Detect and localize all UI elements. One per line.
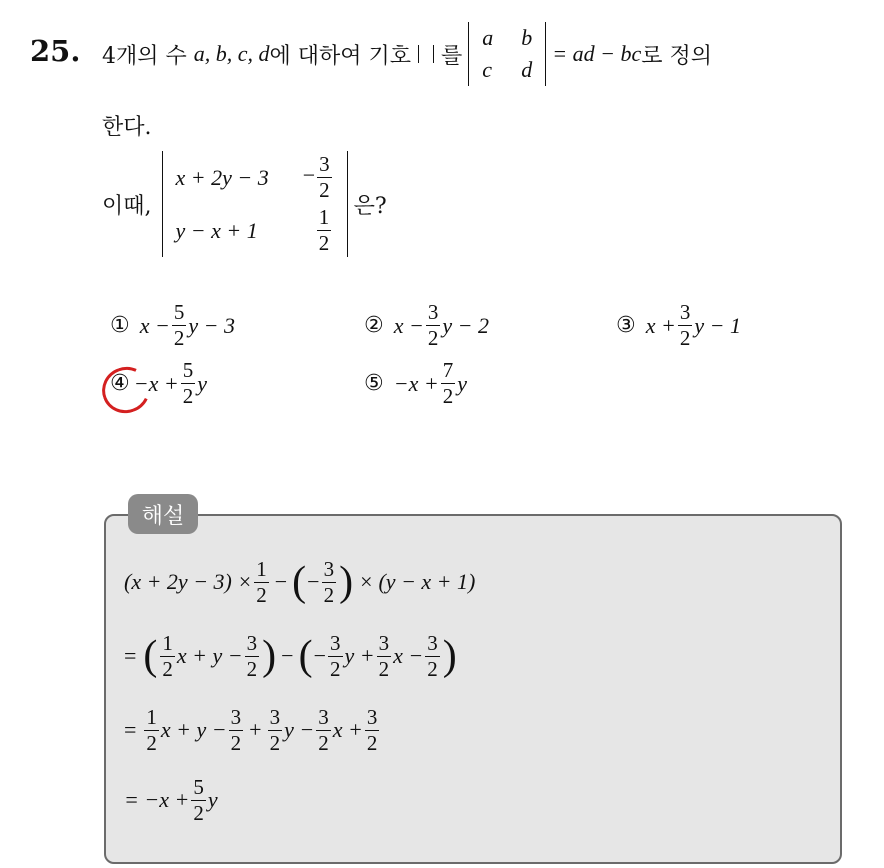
sol2-f3-den: 2 [330, 656, 341, 681]
choice-1-den: 2 [173, 326, 185, 350]
choice-2-pre: x − [393, 312, 424, 338]
paren-open: ( [292, 559, 307, 605]
question-line-2: 한다. [102, 114, 152, 140]
sol1-a: (x + 2y − 3) × [124, 569, 253, 594]
determinant-symbol [415, 43, 437, 65]
choice-5-pre: −x + [393, 370, 439, 396]
solution-line-4 [124, 770, 218, 830]
sol1-f1-num: 1 [256, 556, 267, 581]
sol3-f3-den: 2 [269, 730, 281, 755]
sol4-f-num: 5 [193, 774, 204, 799]
choice-5[interactable] [364, 360, 467, 407]
sol3-b: + [249, 717, 262, 742]
matrix-r1c1: x + 2y − 3 [175, 164, 269, 190]
sol3-f5-num: 3 [366, 704, 378, 729]
choice-4-pre: −x + [133, 370, 179, 396]
sol1-f1-den: 2 [256, 582, 267, 607]
matrix-r2c2-num: 1 [318, 205, 330, 229]
sol3-f3-num: 3 [269, 704, 281, 729]
sol3-c: y − [284, 717, 315, 742]
choice-2-num: 3 [427, 300, 439, 324]
sol3-f4-den: 2 [318, 730, 329, 755]
choice-3[interactable] [616, 302, 741, 349]
sol1-c: × [360, 569, 373, 594]
choice-2-post: y − 2 [442, 312, 489, 338]
choice-3-post: y − 1 [694, 312, 741, 338]
sol2-f4-den: 2 [378, 656, 390, 681]
matrix-r2c1: y − x + 1 [175, 217, 258, 243]
question-intro2: 에 대하여 기호 [269, 43, 412, 69]
sol3-d: x + [332, 717, 363, 742]
sol3-f1-num: 1 [146, 704, 157, 729]
def-b: b [521, 25, 533, 50]
sol3-f4-num: 3 [318, 704, 329, 729]
choice-1-post: y − 3 [188, 312, 235, 338]
choice-3-mark: ③ [616, 313, 636, 338]
choice-5-post: y [457, 370, 467, 396]
question-line-3 [102, 148, 387, 260]
sol2-f1-den: 2 [162, 656, 173, 681]
choice-4-den: 2 [182, 384, 194, 408]
matrix-r1c2-sign: − [302, 162, 316, 188]
choice-1[interactable] [110, 302, 235, 349]
sol1-f2-den: 2 [323, 582, 335, 607]
solution-line-1: (x + 2y − 3) × $\frac{1}{2}$ − ( − $\frac{3}{2}$ ) × (y − x + 1) [124, 556, 476, 607]
def-c: c [482, 57, 493, 82]
question-vars: a, b, c, d [193, 41, 270, 66]
choice-5-den: 2 [442, 384, 454, 408]
sol2-f1-num: 1 [162, 630, 173, 655]
sol3-f2-num: 3 [230, 704, 242, 729]
definition-matrix [468, 22, 546, 86]
sol2-f2-den: 2 [246, 656, 258, 681]
question-line-1 [102, 14, 712, 94]
sol4-f-den: 2 [193, 800, 204, 825]
sol3-f5-den: 2 [366, 730, 378, 755]
choice-2-mark: ② [364, 313, 384, 338]
solution-tag: 해설 [128, 494, 198, 534]
choice-5-mark: ⑤ [364, 371, 384, 396]
selected-answer-mark [96, 360, 157, 420]
matrix-r1c2-den: 2 [319, 178, 330, 202]
choice-1-num: 5 [173, 300, 185, 324]
sol3-eq: = [124, 717, 137, 742]
question-number: 25. [30, 34, 81, 68]
sol2-c: y + [344, 643, 375, 668]
solution-line-3 [124, 700, 381, 760]
matrix-r1c2-num: 3 [319, 152, 330, 176]
sol1-d: (y − x + 1) [378, 569, 476, 594]
choice-1-mark: ① [110, 313, 130, 338]
def-a: a [482, 25, 494, 50]
sol3-f1-den: 2 [146, 730, 157, 755]
choice-2-den: 2 [427, 326, 439, 350]
question-matrix [162, 151, 348, 257]
sol1-f2-num: 3 [323, 556, 335, 581]
choice-3-pre: x + [645, 312, 676, 338]
sol3-f2-den: 2 [230, 730, 242, 755]
choice-5-num: 7 [442, 358, 454, 382]
choice-3-den: 2 [679, 326, 691, 350]
question-intro: 4개의 수 [102, 43, 187, 69]
choice-4-post: y [197, 370, 207, 396]
question-intro3: 를 [441, 43, 463, 69]
sol2-b: − [281, 643, 294, 668]
sol2-f3-num: 3 [330, 630, 341, 655]
sol2-eq: = [124, 643, 137, 668]
matrix-r2c2-den: 2 [318, 231, 330, 255]
def-d: d [521, 57, 533, 82]
choice-3-num: 3 [679, 300, 691, 324]
sol2-d: x − [393, 643, 424, 668]
sol2-f2-num: 3 [246, 630, 258, 655]
definition-tail: 로 정의 [641, 43, 712, 69]
sol4-eq: = −x + [124, 787, 190, 812]
choice-4-num: 5 [182, 358, 194, 382]
definition-equation: = ad − bc [552, 41, 642, 66]
sol2-f5-den: 2 [427, 656, 438, 681]
question-then: 이때, [102, 193, 152, 219]
choice-4-mark: ④ [110, 371, 130, 396]
sol1-b: − [274, 569, 288, 594]
paren-close: ) [339, 559, 354, 605]
solution-line-2: = ( $\frac{1}{2}$ x + y − $\frac{3}{2}$ ) − ( − $\frac{3}{2}$ y + $\frac{3}{2}$ x − $\frac{3}{2}$ ) [124, 630, 457, 681]
sol2-f5-num: 3 [427, 630, 438, 655]
sol4-a: y [207, 787, 218, 812]
sol2-f4-num: 3 [378, 630, 390, 655]
choice-1-pre: x − [139, 312, 170, 338]
question-ask: 은? [353, 193, 387, 219]
sol3-a: x + y − [160, 717, 227, 742]
sol2-a: x + y − [176, 643, 243, 668]
choice-2[interactable] [364, 302, 489, 349]
choice-4[interactable] [110, 360, 207, 407]
